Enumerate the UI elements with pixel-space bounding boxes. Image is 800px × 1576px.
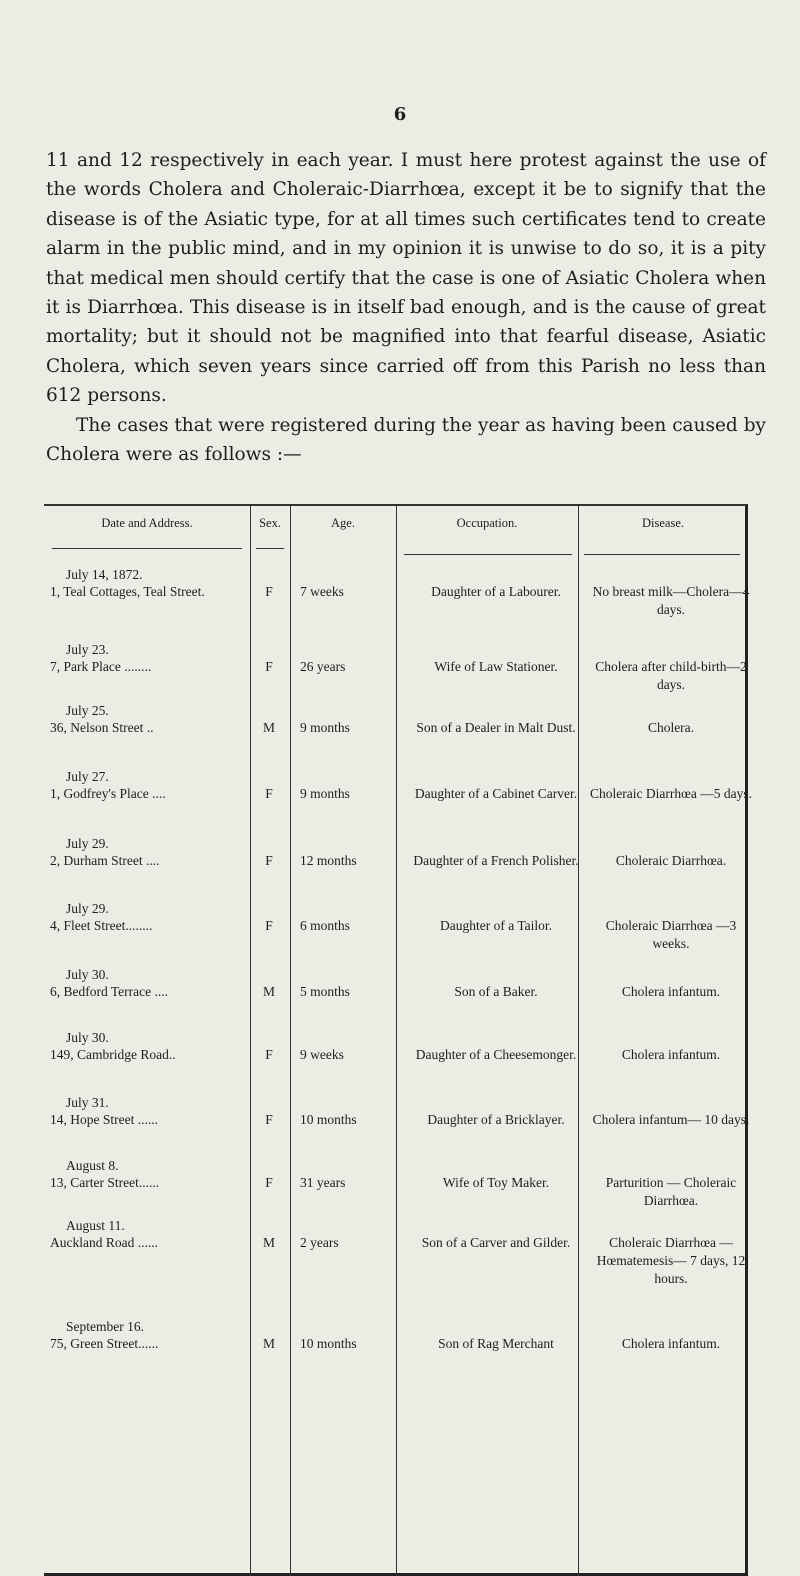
row-age: 2 years bbox=[300, 1235, 339, 1250]
row-address: 14, Hope Street ...... bbox=[50, 1112, 158, 1127]
row-sex: M bbox=[262, 1336, 275, 1351]
intro-text bbox=[46, 146, 766, 469]
row-date: August 8. bbox=[66, 1158, 119, 1173]
row-disease: Choleraic Diarrhœa. bbox=[615, 853, 727, 868]
row-occupation: Son of a Dealer in Malt Dust. bbox=[416, 720, 576, 735]
row-disease: Choleraic Diarrhœa —Hœmatemesis— 7 days, 12 hours. bbox=[596, 1235, 746, 1286]
row-age: 10 months bbox=[300, 1112, 357, 1127]
header-disease: Disease. bbox=[642, 516, 684, 530]
row-date: July 31. bbox=[66, 1095, 109, 1110]
row-date: September 16. bbox=[66, 1319, 144, 1334]
header-age: Age. bbox=[331, 516, 355, 530]
row-sex: F bbox=[265, 584, 273, 599]
row-occupation: Wife of Toy Maker. bbox=[442, 1175, 550, 1190]
row-age: 7 weeks bbox=[300, 584, 344, 599]
row-date: July 14, 1872. bbox=[66, 567, 143, 582]
row-address: 6, Bedford Terrace .... bbox=[50, 984, 169, 999]
row-occupation: Son of a Baker. bbox=[454, 984, 538, 999]
row-date: August 11. bbox=[66, 1218, 125, 1233]
row-occupation: Daughter of a Tailor. bbox=[439, 918, 553, 933]
row-disease: Cholera after child-birth—2 days. bbox=[595, 659, 747, 692]
row-sex: F bbox=[265, 786, 273, 801]
row-age: 9 weeks bbox=[300, 1047, 344, 1062]
row-age: 9 months bbox=[300, 720, 350, 735]
row-date: July 25. bbox=[66, 703, 109, 718]
row-sex: F bbox=[265, 853, 273, 868]
row-address: Auckland Road ...... bbox=[50, 1235, 158, 1250]
row-date: July 27. bbox=[66, 769, 109, 784]
row-occupation: Son of a Carver and Gilder. bbox=[421, 1235, 571, 1250]
row-sex: F bbox=[265, 1175, 273, 1190]
row-date: July 23. bbox=[66, 642, 109, 657]
page-number: 6 bbox=[393, 104, 407, 125]
row-address: 2, Durham Street .... bbox=[50, 853, 160, 868]
row-occupation: Son of Rag Merchant bbox=[438, 1336, 554, 1351]
row-age: 26 years bbox=[300, 659, 346, 674]
row-date: July 30. bbox=[66, 1030, 109, 1045]
row-address: 1, Godfrey's Place .... bbox=[50, 786, 166, 801]
row-occupation: Daughter of a Cabinet Carver. bbox=[414, 786, 578, 801]
row-date: July 29. bbox=[66, 901, 109, 916]
header-rule bbox=[256, 548, 284, 549]
row-address: 75, Green Street...... bbox=[50, 1336, 159, 1351]
row-date: July 29. bbox=[66, 836, 109, 851]
row-address: 7, Park Place ........ bbox=[50, 659, 152, 674]
row-date: July 30. bbox=[66, 967, 109, 982]
row-age: 10 months bbox=[300, 1336, 357, 1351]
row-address: 4, Fleet Street........ bbox=[50, 918, 153, 933]
row-occupation: Daughter of a French Polisher. bbox=[413, 853, 579, 868]
intro-paragraph-1: 11 and 12 respectively in each year. I must here protest against the use of the words Cholera and Choleraic-Diarrhœa, except it be to signify that the disease is of the Asiatic type, for at all times such certificates tend to create alarm in the public mind, and in my opinion it is unwise to do so, it is a pity that medical men should certify that the case is one of Asiatic Cholera when it is Diarrhœa. This disease is in itself bad enough, and is the cause of great mortality; but it should not be magnified into that fearful disease, Asiatic Cholera, which seven years since carried off from this Parish no less than 612 persons. bbox=[46, 150, 766, 407]
row-sex: F bbox=[265, 918, 273, 933]
row-age: 12 months bbox=[300, 853, 357, 868]
row-sex: F bbox=[265, 659, 273, 674]
row-disease: Cholera infantum. bbox=[621, 1047, 721, 1062]
row-age: 5 months bbox=[300, 984, 350, 999]
row-occupation: Daughter of a Cheesemonger. bbox=[415, 1047, 577, 1062]
row-occupation: Wife of Law Stationer. bbox=[434, 659, 558, 674]
row-sex: M bbox=[262, 984, 275, 999]
row-disease: Cholera infantum— 10 days. bbox=[592, 1112, 750, 1127]
row-address: 36, Nelson Street .. bbox=[50, 720, 154, 735]
row-sex: M bbox=[262, 720, 275, 735]
header-date-address: Date and Address. bbox=[101, 516, 193, 530]
row-occupation: Daughter of a Labourer. bbox=[431, 584, 561, 599]
row-sex: F bbox=[265, 1112, 273, 1127]
row-disease: Cholera. bbox=[647, 720, 695, 735]
row-disease: Parturition — Choleraic Diarrhœa. bbox=[605, 1175, 737, 1208]
row-age: 31 years bbox=[300, 1175, 346, 1190]
row-disease: Cholera infantum. bbox=[621, 1336, 721, 1351]
row-age: 6 months bbox=[300, 918, 350, 933]
row-sex: F bbox=[265, 1047, 273, 1062]
row-address: 13, Carter Street...... bbox=[50, 1175, 160, 1190]
row-address: 149, Cambridge Road.. bbox=[50, 1047, 176, 1062]
cholera-cases-table-body bbox=[44, 504, 752, 1576]
row-disease: No breast milk—Cholera—4 days. bbox=[592, 584, 750, 617]
header-rule bbox=[584, 554, 740, 555]
row-occupation: Daughter of a Bricklayer. bbox=[427, 1112, 565, 1127]
row-disease: Choleraic Diarrhœa —3 weeks. bbox=[605, 918, 737, 951]
header-occupation: Occupation. bbox=[456, 516, 518, 530]
header-rule bbox=[404, 554, 572, 555]
row-sex: M bbox=[262, 1235, 275, 1250]
row-disease: Choleraic Diarrhœa —5 days. bbox=[590, 786, 752, 801]
intro-paragraph-2: The cases that were registered during the year as having been caused by Cholera were as follows :— bbox=[46, 414, 766, 466]
row-address: 1, Teal Cottages, Teal Street. bbox=[50, 584, 205, 599]
row-age: 9 months bbox=[300, 786, 350, 801]
header-rule bbox=[52, 548, 242, 549]
row-disease: Cholera infantum. bbox=[621, 984, 721, 999]
header-sex: Sex. bbox=[259, 516, 281, 530]
